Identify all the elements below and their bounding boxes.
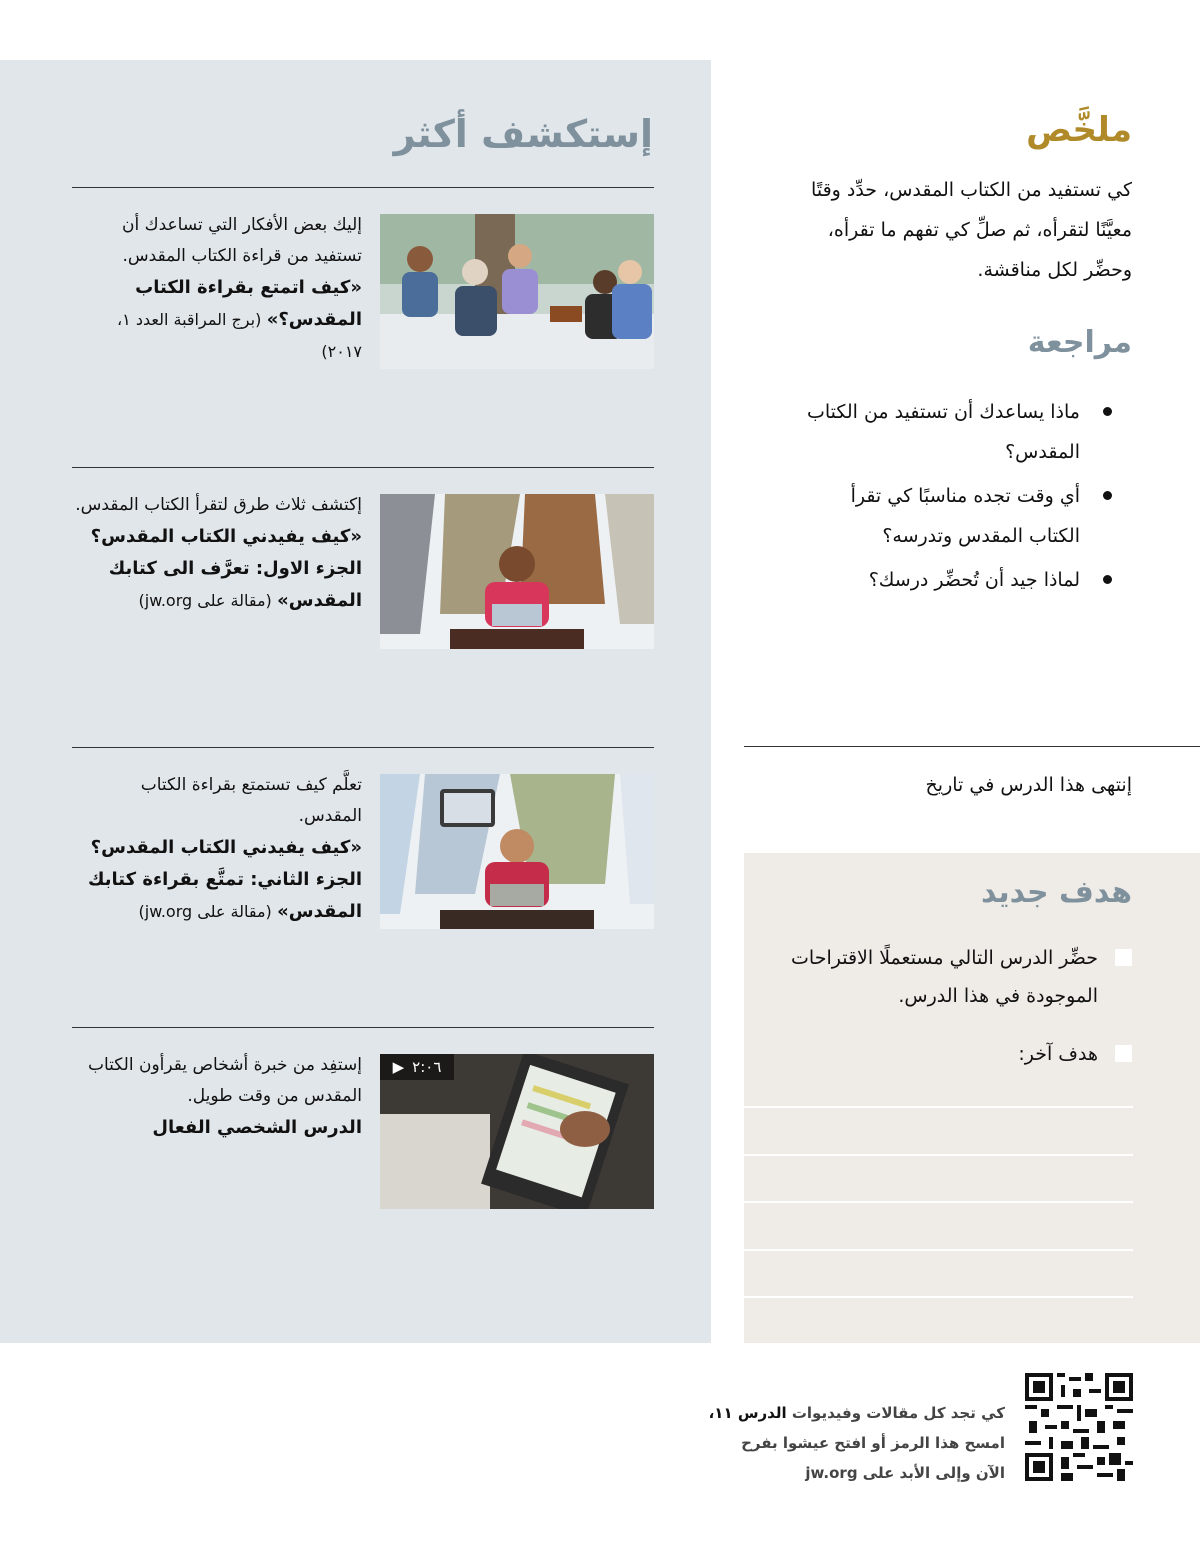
summary-title: ملخَّص bbox=[1026, 110, 1132, 150]
goal-item bbox=[772, 939, 1132, 1015]
review-title: مراجعة bbox=[1027, 325, 1132, 360]
card-source: (مقالة على jw.org) bbox=[138, 591, 272, 610]
card-link-title[interactable]: «كيف يفيدني الكتاب المقدس؟ الجزء الاول: تعرَّف الى كتابك المقدس» bbox=[90, 526, 362, 611]
footer-line3: الآن وإلى الأبد على jw.org bbox=[805, 1464, 1005, 1482]
goal-item bbox=[772, 1035, 1132, 1073]
card-link-title[interactable]: الدرس الشخصي الفعال bbox=[152, 1117, 362, 1138]
card-source: (برج المراقبة العدد ١، ٢٠١٧) bbox=[116, 310, 362, 361]
video-duration-badge[interactable] bbox=[380, 1054, 454, 1080]
card-link-title[interactable]: «كيف يفيدني الكتاب المقدس؟ الجزء الثاني: تمتَّع بقراءة كتابك المقدس» bbox=[87, 837, 362, 922]
writing-line[interactable] bbox=[744, 1249, 1133, 1251]
goal-text: حضِّر الدرس التالي مستعملًا الاقتراحات الموجودة في هذا الدرس. bbox=[791, 947, 1098, 1007]
divider bbox=[744, 746, 1200, 747]
divider bbox=[72, 467, 654, 468]
card-text bbox=[72, 210, 362, 368]
writing-line[interactable] bbox=[744, 1154, 1133, 1156]
review-question: لماذا جيد أن تُحضِّر درسك؟ bbox=[802, 560, 1132, 600]
footer-lesson-ref: الدرس ١١، bbox=[708, 1404, 787, 1422]
writing-line[interactable] bbox=[744, 1201, 1133, 1203]
writing-line[interactable] bbox=[744, 1106, 1133, 1108]
writing-line[interactable] bbox=[744, 1296, 1133, 1298]
footer-note bbox=[565, 1398, 1005, 1488]
summary-text: كي تستفيد من الكتاب المقدس، حدِّد وقتًا معيَّنًا لتقرأه، ثم صلِّ كي تفهم ما تقرأه، وحضِّر لكل مناقشة. bbox=[811, 179, 1132, 281]
card-description: إكتشف ثلاث طرق لتقرأ الكتاب المقدس. bbox=[75, 495, 362, 515]
play-icon: ▶ bbox=[392, 1058, 405, 1076]
card-description: إليك بعض الأفكار التي تساعدك أن تستفيد من قراءة الكتاب المقدس. bbox=[121, 215, 362, 266]
review-question: أي وقت تجده مناسبًا كي تقرأ الكتاب المقدس وتدرسه؟ bbox=[802, 476, 1132, 556]
lesson-completed-date-label: إنتهى هذا الدرس في تاريخ bbox=[925, 774, 1132, 796]
card-description: تعلَّم كيف تستمتع بقراءة الكتاب المقدس. bbox=[140, 775, 362, 826]
goal-checkbox[interactable] bbox=[1115, 949, 1132, 966]
card-image-reading-group[interactable] bbox=[380, 214, 654, 369]
card-text bbox=[72, 1050, 362, 1144]
video-duration: ٢:٠٦ bbox=[412, 1058, 442, 1076]
footer-line1: كي تجد كل مقالات وفيديوات bbox=[791, 1404, 1005, 1422]
goal-text: هدف آخر: bbox=[1018, 1043, 1098, 1065]
discover-more-panel bbox=[0, 60, 711, 1343]
card-description: إستفِد من خبرة أشخاص يقرأون الكتاب المقدس من وقت طويل. bbox=[87, 1055, 362, 1106]
card-text bbox=[72, 770, 362, 928]
footer-line2: امسح هذا الرمز أو افتح عيشوا بفرح bbox=[741, 1434, 1005, 1452]
divider bbox=[72, 747, 654, 748]
discover-title: إستكشف أكثر bbox=[393, 112, 653, 156]
review-question: ماذا يساعدك أن تستفيد من الكتاب المقدس؟ bbox=[802, 392, 1132, 472]
card-source: (مقالة على jw.org) bbox=[138, 902, 272, 921]
card-text bbox=[72, 490, 362, 617]
divider bbox=[72, 187, 654, 188]
goal-title: هدف جديد bbox=[981, 875, 1132, 910]
new-goal-box bbox=[744, 853, 1200, 1343]
card-link-title[interactable]: «كيف اتمتع بقراءة الكتاب المقدس؟» bbox=[135, 277, 362, 330]
qr-code-icon[interactable] bbox=[1025, 1373, 1133, 1481]
review-list bbox=[802, 392, 1132, 604]
card-image-boy-reading[interactable] bbox=[380, 494, 654, 649]
goal-checkbox[interactable] bbox=[1115, 1045, 1132, 1062]
divider bbox=[72, 1027, 654, 1028]
card-image-girl-reading[interactable] bbox=[380, 774, 654, 929]
